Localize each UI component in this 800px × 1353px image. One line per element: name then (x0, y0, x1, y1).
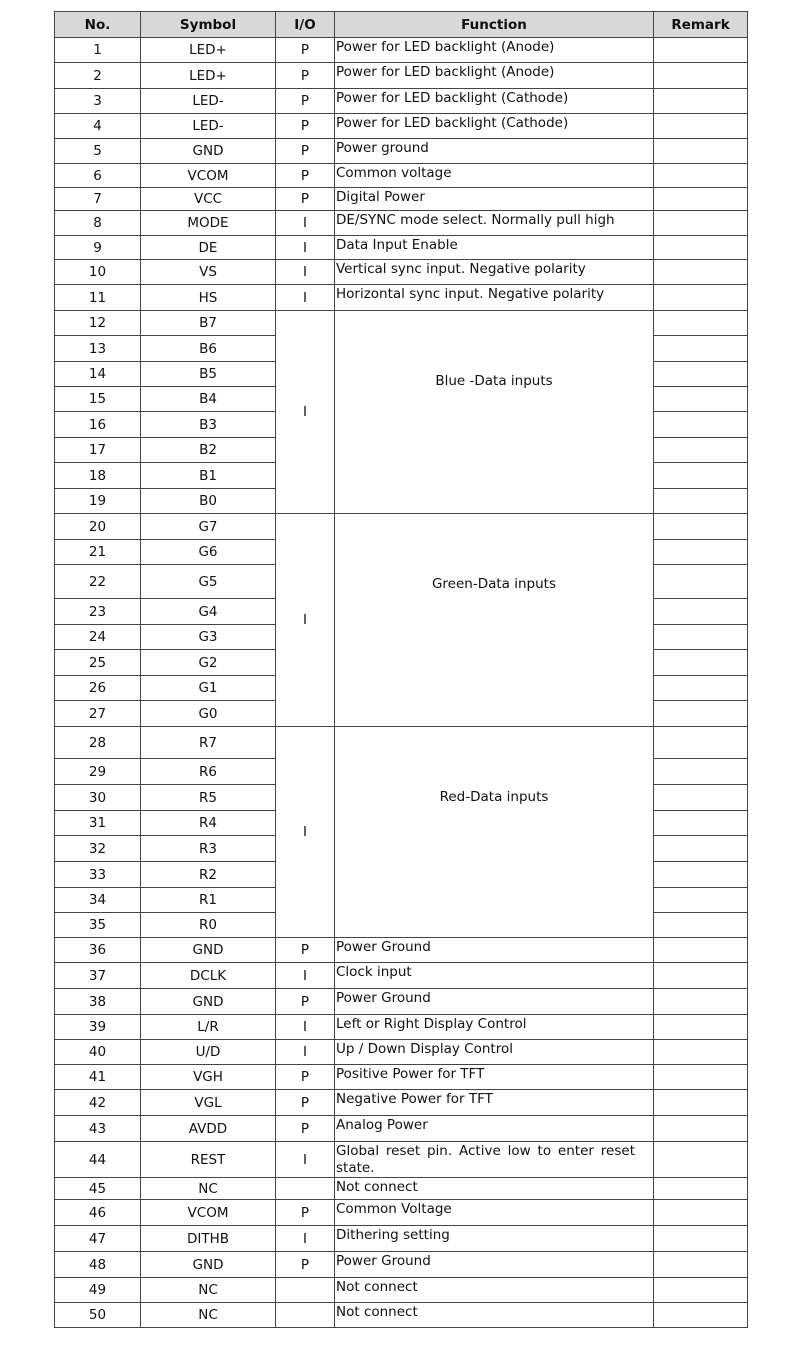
table-row (55, 989, 748, 1015)
pin-function: Clock input (335, 963, 654, 989)
pin-symbol: DE (141, 236, 276, 260)
pin-remark (654, 63, 748, 89)
pin-number: 11 (55, 285, 141, 311)
group-function: Green-Data inputs (335, 514, 654, 727)
pin-remark (654, 836, 748, 862)
pin-symbol: VGL (141, 1090, 276, 1116)
pin-number: 35 (55, 913, 141, 938)
pin-remark (654, 1142, 748, 1178)
table-row (55, 311, 748, 336)
pin-number: 29 (55, 759, 141, 785)
table-row (55, 1303, 748, 1328)
pin-remark (654, 311, 748, 336)
pin-assignment-table (54, 11, 748, 1328)
pin-function: Power ground (335, 139, 654, 164)
pin-remark (654, 650, 748, 676)
pin-io: P (276, 1065, 335, 1090)
table-row (55, 963, 748, 989)
table-row (55, 1278, 748, 1303)
pin-function: Left or Right Display Control (335, 1015, 654, 1040)
pin-function: Digital Power (335, 188, 654, 211)
pin-symbol: R0 (141, 913, 276, 938)
pin-function: DE/SYNC mode select. Normally pull high (335, 211, 654, 236)
pin-function: Positive Power for TFT (335, 1065, 654, 1090)
pin-symbol: NC (141, 1178, 276, 1200)
pin-io: I (276, 260, 335, 285)
pin-remark (654, 888, 748, 913)
table-row (55, 38, 748, 63)
header-io: I/O (276, 12, 335, 38)
pin-number: 26 (55, 676, 141, 701)
pin-symbol: VCOM (141, 1200, 276, 1226)
table-row (55, 1178, 748, 1200)
pin-symbol: U/D (141, 1040, 276, 1065)
pin-remark (654, 1200, 748, 1226)
pin-number: 20 (55, 514, 141, 540)
pin-io: I (276, 1142, 335, 1178)
pin-symbol: VS (141, 260, 276, 285)
pin-function: Power Ground (335, 938, 654, 963)
pin-remark (654, 1226, 748, 1252)
pin-number: 10 (55, 260, 141, 285)
pin-remark (654, 1015, 748, 1040)
pin-number: 50 (55, 1303, 141, 1328)
pin-symbol: B7 (141, 311, 276, 336)
pin-number: 22 (55, 565, 141, 599)
pin-number: 5 (55, 139, 141, 164)
pin-remark (654, 188, 748, 211)
pin-io: I (276, 285, 335, 311)
pin-symbol: VGH (141, 1065, 276, 1090)
pin-io (276, 1178, 335, 1200)
pin-symbol: B3 (141, 412, 276, 438)
pin-remark (654, 38, 748, 63)
pin-symbol: GND (141, 989, 276, 1015)
pin-io: P (276, 1116, 335, 1142)
pin-remark (654, 938, 748, 963)
pin-remark (654, 362, 748, 387)
pin-remark (654, 89, 748, 114)
pin-symbol: GND (141, 938, 276, 963)
pin-symbol: HS (141, 285, 276, 311)
pin-number: 43 (55, 1116, 141, 1142)
pin-symbol: G1 (141, 676, 276, 701)
pin-io: P (276, 38, 335, 63)
pin-remark (654, 989, 748, 1015)
pin-remark (654, 1065, 748, 1090)
pin-symbol: MODE (141, 211, 276, 236)
pin-symbol: R1 (141, 888, 276, 913)
pin-number: 39 (55, 1015, 141, 1040)
pin-io: I (276, 1226, 335, 1252)
header-row (55, 12, 748, 38)
pin-symbol: G4 (141, 599, 276, 625)
pin-number: 16 (55, 412, 141, 438)
pin-number: 48 (55, 1252, 141, 1278)
pin-io (276, 1303, 335, 1328)
pin-symbol: VCC (141, 188, 276, 211)
pin-io: P (276, 989, 335, 1015)
pin-function: Not connect (335, 1303, 654, 1328)
header-no: No. (55, 12, 141, 38)
pin-symbol: B5 (141, 362, 276, 387)
pin-symbol: AVDD (141, 1116, 276, 1142)
pin-symbol: R3 (141, 836, 276, 862)
table-row (55, 63, 748, 89)
pin-io: I (276, 963, 335, 989)
pin-symbol: R7 (141, 727, 276, 759)
pin-number: 21 (55, 540, 141, 565)
pin-function: Horizontal sync input. Negative polarity (335, 285, 654, 311)
pin-remark (654, 260, 748, 285)
pin-io: P (276, 139, 335, 164)
pin-remark (654, 862, 748, 888)
table-row (55, 89, 748, 114)
pin-number: 33 (55, 862, 141, 888)
pin-remark (654, 701, 748, 727)
group-io: I (276, 514, 335, 727)
pin-number: 19 (55, 489, 141, 514)
pin-symbol: R2 (141, 862, 276, 888)
pin-function: Power for LED backlight (Cathode) (335, 114, 654, 139)
pin-symbol: G6 (141, 540, 276, 565)
table-row (55, 1040, 748, 1065)
pin-symbol: B4 (141, 387, 276, 412)
group-io: I (276, 727, 335, 938)
table-row (55, 1116, 748, 1142)
pin-number: 37 (55, 963, 141, 989)
pin-number: 32 (55, 836, 141, 862)
pin-symbol: B1 (141, 463, 276, 489)
pin-io: P (276, 1090, 335, 1116)
pin-remark (654, 1252, 748, 1278)
pin-symbol: VCOM (141, 164, 276, 188)
table-row (55, 139, 748, 164)
pin-io (276, 1278, 335, 1303)
pin-function: Up / Down Display Control (335, 1040, 654, 1065)
pin-function: Power for LED backlight (Anode) (335, 38, 654, 63)
pin-remark (654, 1040, 748, 1065)
pin-symbol: LED+ (141, 63, 276, 89)
pin-remark (654, 211, 748, 236)
pin-remark (654, 676, 748, 701)
pin-number: 31 (55, 811, 141, 836)
pin-io: P (276, 114, 335, 139)
pin-number: 41 (55, 1065, 141, 1090)
pin-io: P (276, 89, 335, 114)
pin-symbol: G5 (141, 565, 276, 599)
pin-number: 3 (55, 89, 141, 114)
pin-number: 47 (55, 1226, 141, 1252)
pin-remark (654, 114, 748, 139)
pin-symbol: R4 (141, 811, 276, 836)
pin-symbol: B0 (141, 489, 276, 514)
pin-symbol: G3 (141, 625, 276, 650)
pin-symbol: DCLK (141, 963, 276, 989)
pin-remark (654, 913, 748, 938)
group-function: Red-Data inputs (335, 727, 654, 938)
pin-function: Negative Power for TFT (335, 1090, 654, 1116)
group-io: I (276, 311, 335, 514)
pin-remark (654, 463, 748, 489)
pin-number: 15 (55, 387, 141, 412)
pin-remark (654, 963, 748, 989)
pin-number: 34 (55, 888, 141, 913)
pin-function: Common Voltage (335, 1200, 654, 1226)
pin-symbol: GND (141, 1252, 276, 1278)
pin-number: 49 (55, 1278, 141, 1303)
pin-function: Not connect (335, 1278, 654, 1303)
pin-number: 30 (55, 785, 141, 811)
pin-number: 14 (55, 362, 141, 387)
pin-function: Global reset pin. Active low to enter reset state. (335, 1142, 654, 1178)
pin-symbol: REST (141, 1142, 276, 1178)
pin-number: 44 (55, 1142, 141, 1178)
pin-remark (654, 1303, 748, 1328)
pin-function: Power for LED backlight (Cathode) (335, 89, 654, 114)
pin-number: 38 (55, 989, 141, 1015)
pin-symbol: G7 (141, 514, 276, 540)
pin-function: Not connect (335, 1178, 654, 1200)
pin-remark (654, 727, 748, 759)
pin-number: 9 (55, 236, 141, 260)
pin-number: 40 (55, 1040, 141, 1065)
table-row (55, 1090, 748, 1116)
pin-remark (654, 412, 748, 438)
table-row (55, 285, 748, 311)
pin-remark (654, 387, 748, 412)
pin-symbol: LED- (141, 89, 276, 114)
pin-remark (654, 811, 748, 836)
table-row (55, 727, 748, 759)
table-row (55, 1065, 748, 1090)
pin-function: Dithering setting (335, 1226, 654, 1252)
pin-remark (654, 565, 748, 599)
pin-symbol: GND (141, 139, 276, 164)
table-row (55, 211, 748, 236)
pin-number: 36 (55, 938, 141, 963)
pin-io: P (276, 164, 335, 188)
pin-io: P (276, 63, 335, 89)
pin-rows (55, 38, 748, 1328)
pin-number: 17 (55, 438, 141, 463)
pin-number: 46 (55, 1200, 141, 1226)
pin-io: I (276, 211, 335, 236)
pin-number: 23 (55, 599, 141, 625)
pin-io: P (276, 1252, 335, 1278)
pin-function: Power Ground (335, 1252, 654, 1278)
header-remark: Remark (654, 12, 748, 38)
table-row (55, 260, 748, 285)
pin-remark (654, 759, 748, 785)
pin-symbol: B6 (141, 336, 276, 362)
pin-remark (654, 625, 748, 650)
pin-remark (654, 1178, 748, 1200)
header-function: Function (335, 12, 654, 38)
pin-io: P (276, 1200, 335, 1226)
pin-number: 4 (55, 114, 141, 139)
pin-symbol: B2 (141, 438, 276, 463)
pin-remark (654, 514, 748, 540)
pin-io: P (276, 938, 335, 963)
table-row (55, 164, 748, 188)
pin-remark (654, 438, 748, 463)
pin-io: I (276, 1015, 335, 1040)
pin-symbol: LED- (141, 114, 276, 139)
table-row (55, 1226, 748, 1252)
pin-io: I (276, 1040, 335, 1065)
pin-number: 25 (55, 650, 141, 676)
pin-remark (654, 1090, 748, 1116)
pin-io: I (276, 236, 335, 260)
header-symbol: Symbol (141, 12, 276, 38)
pin-remark (654, 540, 748, 565)
table-row (55, 514, 748, 540)
pin-remark (654, 599, 748, 625)
pin-number: 42 (55, 1090, 141, 1116)
pin-number: 13 (55, 336, 141, 362)
pin-remark (654, 139, 748, 164)
table-row (55, 1200, 748, 1226)
pin-function: Analog Power (335, 1116, 654, 1142)
pin-io: P (276, 188, 335, 211)
pin-function: Power for LED backlight (Anode) (335, 63, 654, 89)
pin-symbol: NC (141, 1303, 276, 1328)
pin-number: 1 (55, 38, 141, 63)
pin-number: 18 (55, 463, 141, 489)
pin-number: 8 (55, 211, 141, 236)
pin-symbol: R5 (141, 785, 276, 811)
table-row (55, 1252, 748, 1278)
table-row (55, 114, 748, 139)
pin-remark (654, 1278, 748, 1303)
pin-number: 12 (55, 311, 141, 336)
pin-symbol: G2 (141, 650, 276, 676)
table-row (55, 188, 748, 211)
pin-number: 28 (55, 727, 141, 759)
table-row (55, 1015, 748, 1040)
pin-remark (654, 489, 748, 514)
pin-number: 24 (55, 625, 141, 650)
pin-function: Common voltage (335, 164, 654, 188)
pin-function: Data Input Enable (335, 236, 654, 260)
pin-remark (654, 285, 748, 311)
pin-symbol: L/R (141, 1015, 276, 1040)
pin-symbol: NC (141, 1278, 276, 1303)
pin-number: 45 (55, 1178, 141, 1200)
table-row (55, 1142, 748, 1178)
pin-remark (654, 785, 748, 811)
pin-symbol: R6 (141, 759, 276, 785)
pin-remark (654, 336, 748, 362)
pin-remark (654, 236, 748, 260)
table-row (55, 236, 748, 260)
pin-symbol: LED+ (141, 38, 276, 63)
pin-remark (654, 164, 748, 188)
pin-function: Power Ground (335, 989, 654, 1015)
pin-number: 2 (55, 63, 141, 89)
pin-remark (654, 1116, 748, 1142)
pin-number: 7 (55, 188, 141, 211)
pin-symbol: G0 (141, 701, 276, 727)
pin-number: 27 (55, 701, 141, 727)
pin-symbol: DITHB (141, 1226, 276, 1252)
pin-number: 6 (55, 164, 141, 188)
group-function: Blue -Data inputs (335, 311, 654, 514)
pin-function: Vertical sync input. Negative polarity (335, 260, 654, 285)
table-row (55, 938, 748, 963)
